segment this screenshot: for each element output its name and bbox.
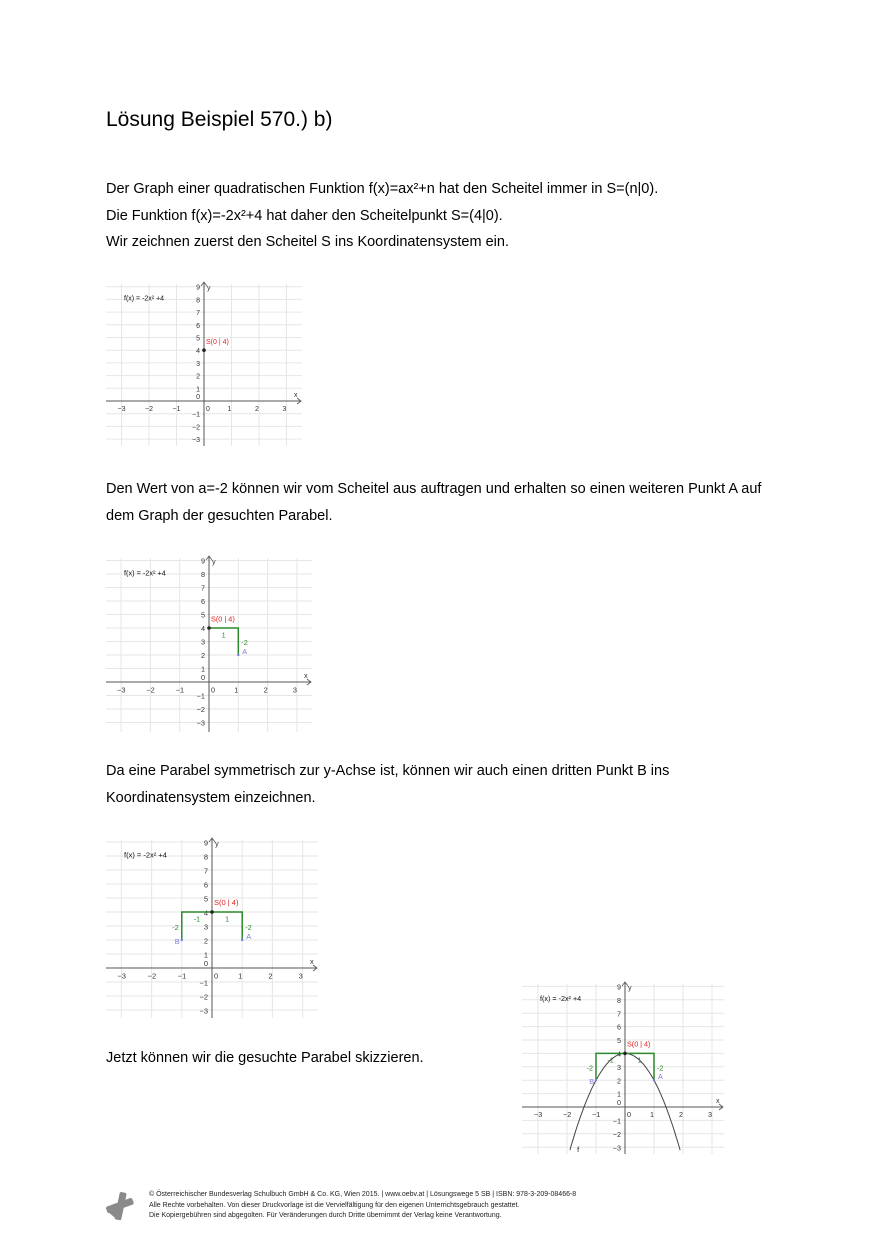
slope-run-label: 1 [221, 630, 226, 640]
x-tick-label: −1 [592, 1110, 601, 1120]
y-tick-label: 1 [196, 386, 200, 394]
x-tick-label: −2 [563, 1110, 572, 1120]
y-tick-label: 3 [617, 1062, 621, 1072]
graph-parabola [520, 980, 726, 1156]
publisher-logo-icon [104, 1190, 136, 1222]
x-tick-label: 1 [650, 1110, 654, 1120]
x-tick-label: 1 [227, 406, 232, 413]
point-label: A [242, 647, 248, 656]
x-tick-label: 2 [255, 406, 259, 413]
slope-run-label: -1 [607, 1055, 614, 1065]
y-tick-label: 5 [617, 1036, 621, 1046]
x-tick-label: −3 [117, 971, 126, 981]
graph-point-b [104, 836, 320, 1020]
point-a [237, 654, 239, 656]
y-tick-label: 7 [617, 1009, 621, 1019]
x-tick-label: 3 [282, 406, 287, 413]
vertex-label: S(0 | 4) [211, 614, 235, 624]
y-tick-label: −3 [192, 437, 200, 445]
y-tick-label: 5 [200, 610, 205, 620]
x-axis-label: x [310, 957, 314, 966]
page-title: Lösung Beispiel 570.) b) [106, 108, 333, 131]
y-tick-label: 7 [203, 866, 208, 876]
function-label: f(x) = -2x² +4 [124, 850, 167, 860]
text-line: Jetzt können wir die gesuchte Parabel skizzieren. [106, 1050, 424, 1066]
y-tick-label: −2 [196, 705, 205, 715]
origin-label: 0 [196, 394, 200, 401]
paragraph-3 [106, 758, 669, 811]
y-tick-label: −1 [612, 1116, 621, 1126]
y-tick-label: 7 [196, 310, 200, 318]
x-tick-label: 1 [234, 685, 239, 695]
vertex-label: S(0 | 4) [627, 1039, 651, 1049]
x-tick-label: −3 [117, 406, 126, 413]
x-tick-label: −3 [534, 1110, 543, 1120]
text-line: Wir zeichnen zuerst den Scheitel S ins Koordinatensystem ein. [106, 234, 509, 250]
x-tick-label: 0 [211, 685, 216, 695]
vertex-point [202, 348, 206, 352]
y-tick-label: 2 [617, 1076, 621, 1086]
y-tick-label: 4 [200, 624, 205, 634]
text-line: Koordinatensystem einzeichnen. [106, 789, 316, 806]
y-tick-label: 8 [196, 297, 200, 305]
x-tick-label: 2 [263, 685, 268, 695]
slope-run-label: -1 [193, 914, 201, 924]
y-tick-label: 6 [200, 597, 205, 607]
x-tick-label: −2 [147, 971, 157, 981]
graph-vertex [104, 280, 304, 448]
y-tick-label: 4 [196, 348, 200, 356]
point-b [181, 939, 183, 941]
function-label: f(x) = -2x² +4 [540, 994, 582, 1004]
x-axis-label: x [304, 671, 308, 680]
y-tick-label: 1 [200, 664, 205, 674]
x-axis-label: x [716, 1096, 720, 1105]
y-tick-label: −3 [199, 1006, 208, 1016]
point-label: A [658, 1072, 663, 1082]
x-tick-label: −3 [117, 685, 126, 695]
y-tick-label: 6 [196, 322, 200, 330]
y-tick-label: 3 [203, 922, 208, 932]
y-axis-label: y [628, 983, 632, 992]
x-tick-label: −2 [146, 685, 155, 695]
y-tick-label: −2 [192, 424, 200, 432]
text-line: Da eine Parabel symmetrisch zur y-Achse ist, können wir auch einen dritten Punkt B ins [106, 763, 670, 779]
origin-label: 0 [617, 1098, 621, 1107]
slope-rise-label: -2 [586, 1063, 593, 1073]
point-label: A [246, 932, 252, 941]
x-tick-label: −2 [145, 406, 153, 413]
y-tick-label: 1 [617, 1089, 621, 1099]
function-label: f(x) = -2x² +4 [124, 295, 165, 303]
y-tick-label: −1 [196, 691, 205, 701]
y-tick-label: 6 [617, 1022, 621, 1032]
point-b [595, 1079, 597, 1081]
y-tick-label: −3 [612, 1143, 621, 1153]
y-tick-label: 9 [617, 982, 621, 992]
vertex-point [623, 1052, 627, 1056]
paragraph-4 [106, 1045, 424, 1072]
slope-run-label: 1 [225, 914, 230, 924]
y-axis-label: y [207, 285, 211, 292]
y-tick-label: 7 [200, 583, 205, 593]
footer-rights: Alle Rechte vorbehalten. Von dieser Druckvorlage ist die Vervielfältigung für den eigenen Unterrichtsgebrauch gestattet. [149, 1201, 520, 1209]
y-tick-label: −1 [192, 411, 200, 419]
text-line: dem Graph der gesuchten Parabel. [106, 507, 333, 524]
vertex-point [210, 910, 214, 914]
y-tick-label: 8 [617, 995, 621, 1005]
text-line: Der Graph einer quadratischen Funktion f(x)=ax²+n hat den Scheitel immer in S=(n|0). [106, 181, 659, 197]
x-tick-label: 1 [238, 971, 243, 981]
y-tick-label: 4 [617, 1049, 621, 1059]
y-tick-label: 2 [203, 936, 208, 946]
x-tick-label: −1 [172, 406, 181, 413]
y-axis-label: y [215, 839, 219, 848]
y-tick-label: 6 [203, 880, 208, 890]
vertex-point [207, 626, 211, 630]
y-tick-label: −1 [199, 978, 208, 988]
x-tick-label: −1 [175, 685, 185, 695]
graph-point-a [104, 554, 314, 734]
point-a [241, 939, 243, 941]
x-axis-label: x [294, 392, 298, 399]
text-line: Den Wert von a=-2 können wir vom Scheitel aus auftragen und erhalten so einen weiteren Punkt A auf [106, 481, 762, 497]
origin-label: 0 [200, 673, 205, 682]
y-axis-label: y [212, 557, 216, 566]
footer-disclaimer: Die Kopiergebühren sind abgegolten. Für Veränderungen durch Dritte übernimmt der Verlag keine Verantwortung. [149, 1212, 502, 1219]
x-tick-label: 3 [292, 685, 297, 695]
x-tick-label: 2 [679, 1110, 683, 1120]
slope-rise-label: -2 [241, 638, 248, 648]
y-tick-label: 5 [196, 335, 200, 343]
footer-copyright: © Österreichischer Bundesverlag Schulbuch GmbH & Co. KG, Wien 2015. | www.oebv.at | Lösungswege 5 SB | ISBN: 978-3-209-08466-8 [149, 1191, 577, 1198]
point-label: B [589, 1077, 594, 1087]
slope-run-label: 1 [637, 1055, 642, 1065]
x-tick-label: 0 [214, 971, 219, 981]
y-tick-label: 4 [203, 908, 208, 918]
vertex-label: S(0 | 4) [214, 898, 239, 907]
origin-label: 0 [203, 959, 208, 968]
curve-label: f [577, 1145, 580, 1154]
paragraph-1 [106, 176, 658, 256]
function-label: f(x) = -2x² +4 [124, 568, 166, 578]
y-tick-label: 9 [196, 284, 200, 292]
x-tick-label: 0 [627, 1110, 631, 1120]
footer [149, 1190, 576, 1222]
y-tick-label: 9 [200, 556, 205, 566]
paragraph-2 [106, 476, 761, 529]
x-tick-label: 0 [206, 406, 210, 413]
y-tick-label: 9 [203, 838, 208, 848]
y-tick-label: −3 [196, 718, 205, 728]
y-tick-label: 8 [203, 852, 208, 862]
slope-rise-label: -2 [172, 922, 179, 932]
y-tick-label: 5 [203, 894, 208, 904]
slope-rise-label: -2 [657, 1063, 664, 1073]
x-tick-label: −1 [177, 971, 187, 981]
text-line: Die Funktion f(x)=-2x²+4 hat daher den Scheitelpunkt S=(4|0). [106, 207, 503, 224]
x-tick-label: 2 [268, 971, 273, 981]
y-tick-label: 1 [203, 950, 208, 960]
vertex-label: S(0 | 4) [206, 338, 229, 346]
point-label: B [174, 937, 180, 946]
slope-rise-label: -2 [245, 922, 252, 932]
y-tick-label: 3 [200, 637, 205, 647]
x-tick-label: 3 [708, 1110, 712, 1120]
y-tick-label: 3 [196, 360, 200, 368]
x-tick-label: 3 [298, 971, 303, 981]
y-tick-label: 2 [200, 651, 205, 661]
y-tick-label: −2 [199, 992, 208, 1002]
y-tick-label: 8 [200, 570, 205, 580]
y-tick-label: −2 [612, 1129, 621, 1139]
y-tick-label: 2 [196, 373, 200, 381]
point-a [653, 1079, 655, 1081]
